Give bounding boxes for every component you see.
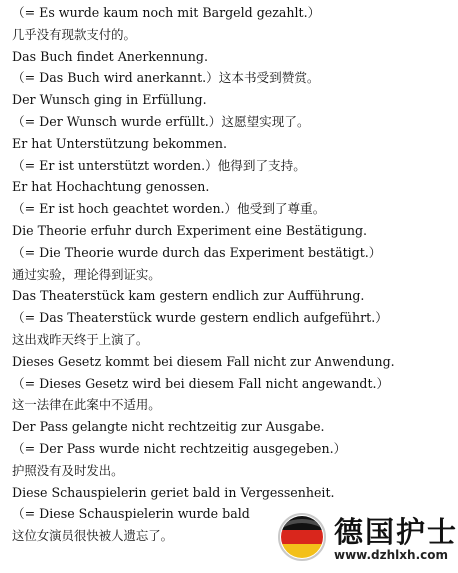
text-line-23: Diese Schauspielerin geriet bald in Vergessenheit. <box>12 484 335 500</box>
text-line-13: 通过实验，理论得到证实。 <box>12 266 161 282</box>
text-line-6: （= Der Wunsch wurde erfüllt.）这愿望实现了。 <box>12 113 310 129</box>
text-line-18: （= Dieses Gesetz wird bei diesem Fall nicht angewandt.） <box>12 375 390 391</box>
text-line-20: Der Pass gelangte nicht rechtzeitig zur Ausgabe. <box>12 419 325 435</box>
text-line-25: 这位女演员很快被人遗忘了。 <box>12 528 174 544</box>
text-line-22: 护照没有及时发出。 <box>12 462 124 478</box>
text-line-15: （= Das Theaterstück wurde gestern endlich aufgeführt.） <box>12 310 388 326</box>
text-line-2: 几乎没有现款支付的。 <box>12 26 136 42</box>
text-line-3: Das Buch findet Anerkennung. <box>12 48 208 64</box>
document-body <box>12 2 437 547</box>
text-line-9: Er hat Hochachtung genossen. <box>12 179 210 195</box>
text-line-24: （= Diese Schauspielerin wurde bald <box>12 506 250 522</box>
text-line-10: （= Er ist hoch geachtet worden.）他受到了尊重。 <box>12 201 326 217</box>
text-line-12: （= Die Theorie wurde durch das Experiment bestätigt.） <box>12 244 382 260</box>
text-line-21: （= Der Pass wurde nicht rechtzeitig ausgegeben.） <box>12 440 347 456</box>
text-line-5: Der Wunsch ging in Erfüllung. <box>12 92 207 108</box>
site-watermark <box>272 510 458 573</box>
text-line-4: （= Das Buch wird anerkannt.）这本书受到赞赏。 <box>12 70 320 86</box>
text-line-7: Er hat Unterstützung bekommen. <box>12 135 227 151</box>
german-flag-icon <box>278 513 326 561</box>
text-line-19: 这一法律在此案中不适用。 <box>12 397 161 413</box>
text-line-17: Dieses Gesetz kommt bei diesem Fall nicht zur Anwendung. <box>12 353 395 369</box>
watermark-url: www.dzhlxh.com <box>334 548 448 562</box>
watermark-title: 德国护士 <box>334 515 458 549</box>
text-line-11: Die Theorie erfuhr durch Experiment eine Bestätigung. <box>12 222 368 238</box>
text-line-8: （= Er ist unterstützt worden.）他得到了支持。 <box>12 157 306 173</box>
text-line-1: （= Es wurde kaum noch mit Bargeld gezahlt.） <box>12 5 321 20</box>
text-line-14: Das Theaterstück kam gestern endlich zur Aufführung. <box>12 288 365 304</box>
text-line-16: 这出戏昨天终于上演了。 <box>12 331 149 347</box>
